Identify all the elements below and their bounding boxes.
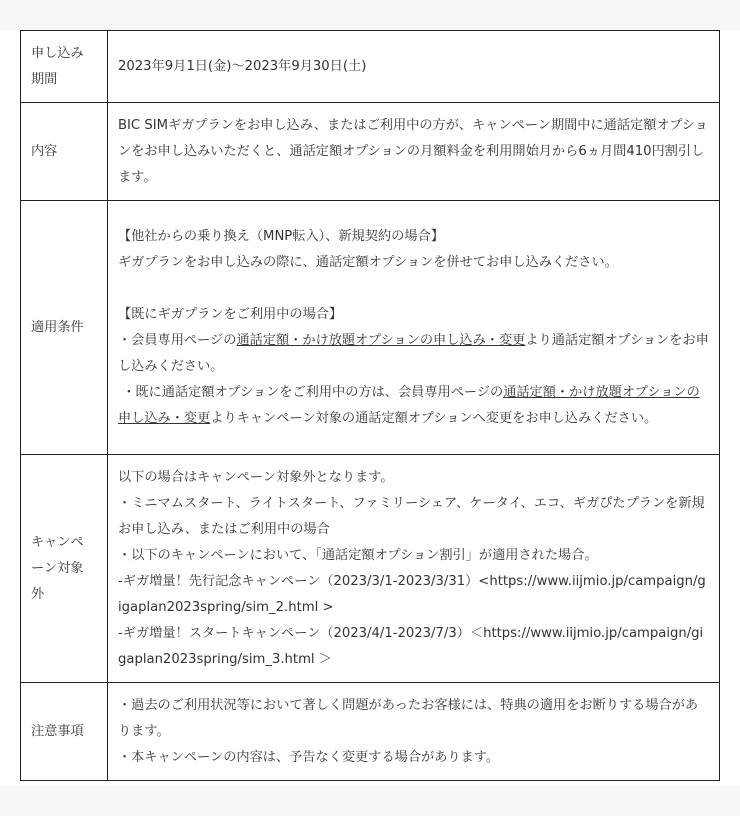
excluded-description xyxy=(108,455,720,683)
table-row xyxy=(21,683,720,781)
condition-item-1 xyxy=(118,328,709,380)
campaign-page xyxy=(0,30,740,786)
excluded-line: 以下の場合はキャンペーン対象外となります。 xyxy=(118,469,394,485)
row-label-excluded xyxy=(21,455,108,683)
notes-description xyxy=(108,683,720,781)
row-label-application-period xyxy=(21,31,108,103)
application-period-value xyxy=(108,31,720,103)
call-option-change-link[interactable]: 通話定額・かけ放題オプションの申し込み・変更 xyxy=(118,384,700,426)
table-row xyxy=(21,455,720,683)
condition-item-2-prefix: ・既に通話定額オプションをご利用中の方は、会員専用ページの xyxy=(122,384,504,400)
content-description xyxy=(108,103,720,201)
table-row xyxy=(21,31,720,103)
condition-item-2 xyxy=(118,380,709,432)
call-option-change-link[interactable]: 通話定額・かけ放題オプションの申し込み・変更 xyxy=(236,332,526,348)
excluded-line: ・ミニマムスタート、ライトスタート、ファミリーシェア、ケータイ、エコ、ギガぴたプランを新規お申し込み、またはご利用中の場合 xyxy=(118,495,705,537)
table-row xyxy=(21,201,720,455)
excluded-line: ・以下のキャンペーンにおいて、「通話定額オプション割引」が適用された場合。 xyxy=(118,547,598,563)
condition-text-mnp: ギガプランをお申し込みの際に、通話定額オプションを併せてお申し込みください。 xyxy=(118,254,618,270)
row-label-notes: 注意事項 xyxy=(21,683,108,781)
label-line: 期間 xyxy=(31,71,58,87)
campaign-details-table xyxy=(20,30,720,781)
notes-line: ・過去のご利用状況等において著しく問題があったお客様には、特典の適用をお断りする場合があります。 xyxy=(118,697,699,739)
label-line: ーン対象 xyxy=(31,560,84,576)
table-row xyxy=(21,103,720,201)
condition-item-1-prefix: ・会員専用ページの xyxy=(118,332,237,348)
row-label-conditions: 適用条件 xyxy=(21,201,108,455)
excluded-line: -ギガ増量！スタートキャンペーン（2023/4/1-2023/7/3）＜https://www.iijmio.jp/campaign/gigaplan2023spring/sim_3.html ＞ xyxy=(118,625,704,667)
label-line: 外 xyxy=(31,586,45,602)
excluded-line: -ギガ増量！先行記念キャンペーン（2023/3/1-2023/3/31）<https://www.iijmio.jp/campaign/gigaplan2023spring/sim_2.html > xyxy=(118,573,706,615)
content-text: BIC SIMギガプランをお申し込み、またはご利用中の方が、キャンペーン期間中に通話定額オプションをお申し込みいただくと、通話定額オプションの月額料金を利用開始月から6ヵ月間410円割引します。 xyxy=(118,117,708,185)
condition-item-2-suffix: よりキャンペーン対象の通話定額オプションへ変更をお申し込みください。 xyxy=(210,410,658,426)
period-text: 2023年9月1日(金)〜2023年9月30日(土) xyxy=(118,58,367,74)
condition-heading-existing: 【既にギガプランをご利用中の場合】 xyxy=(118,306,343,322)
conditions-description xyxy=(108,201,720,455)
label-line: 申し込み xyxy=(31,45,84,61)
label-line: キャンペ xyxy=(31,534,84,550)
condition-item-1-suffix: より通話定額オプションをお申し込みください。 xyxy=(118,332,709,374)
spacer xyxy=(118,276,709,302)
notes-line: ・本キャンペーンの内容は、予告なく変更する場合があります。 xyxy=(118,749,500,765)
row-label-content: 内容 xyxy=(21,103,108,201)
condition-heading-mnp: 【他社からの乗り換え（MNP転入）、新規契約の場合】 xyxy=(118,228,444,244)
